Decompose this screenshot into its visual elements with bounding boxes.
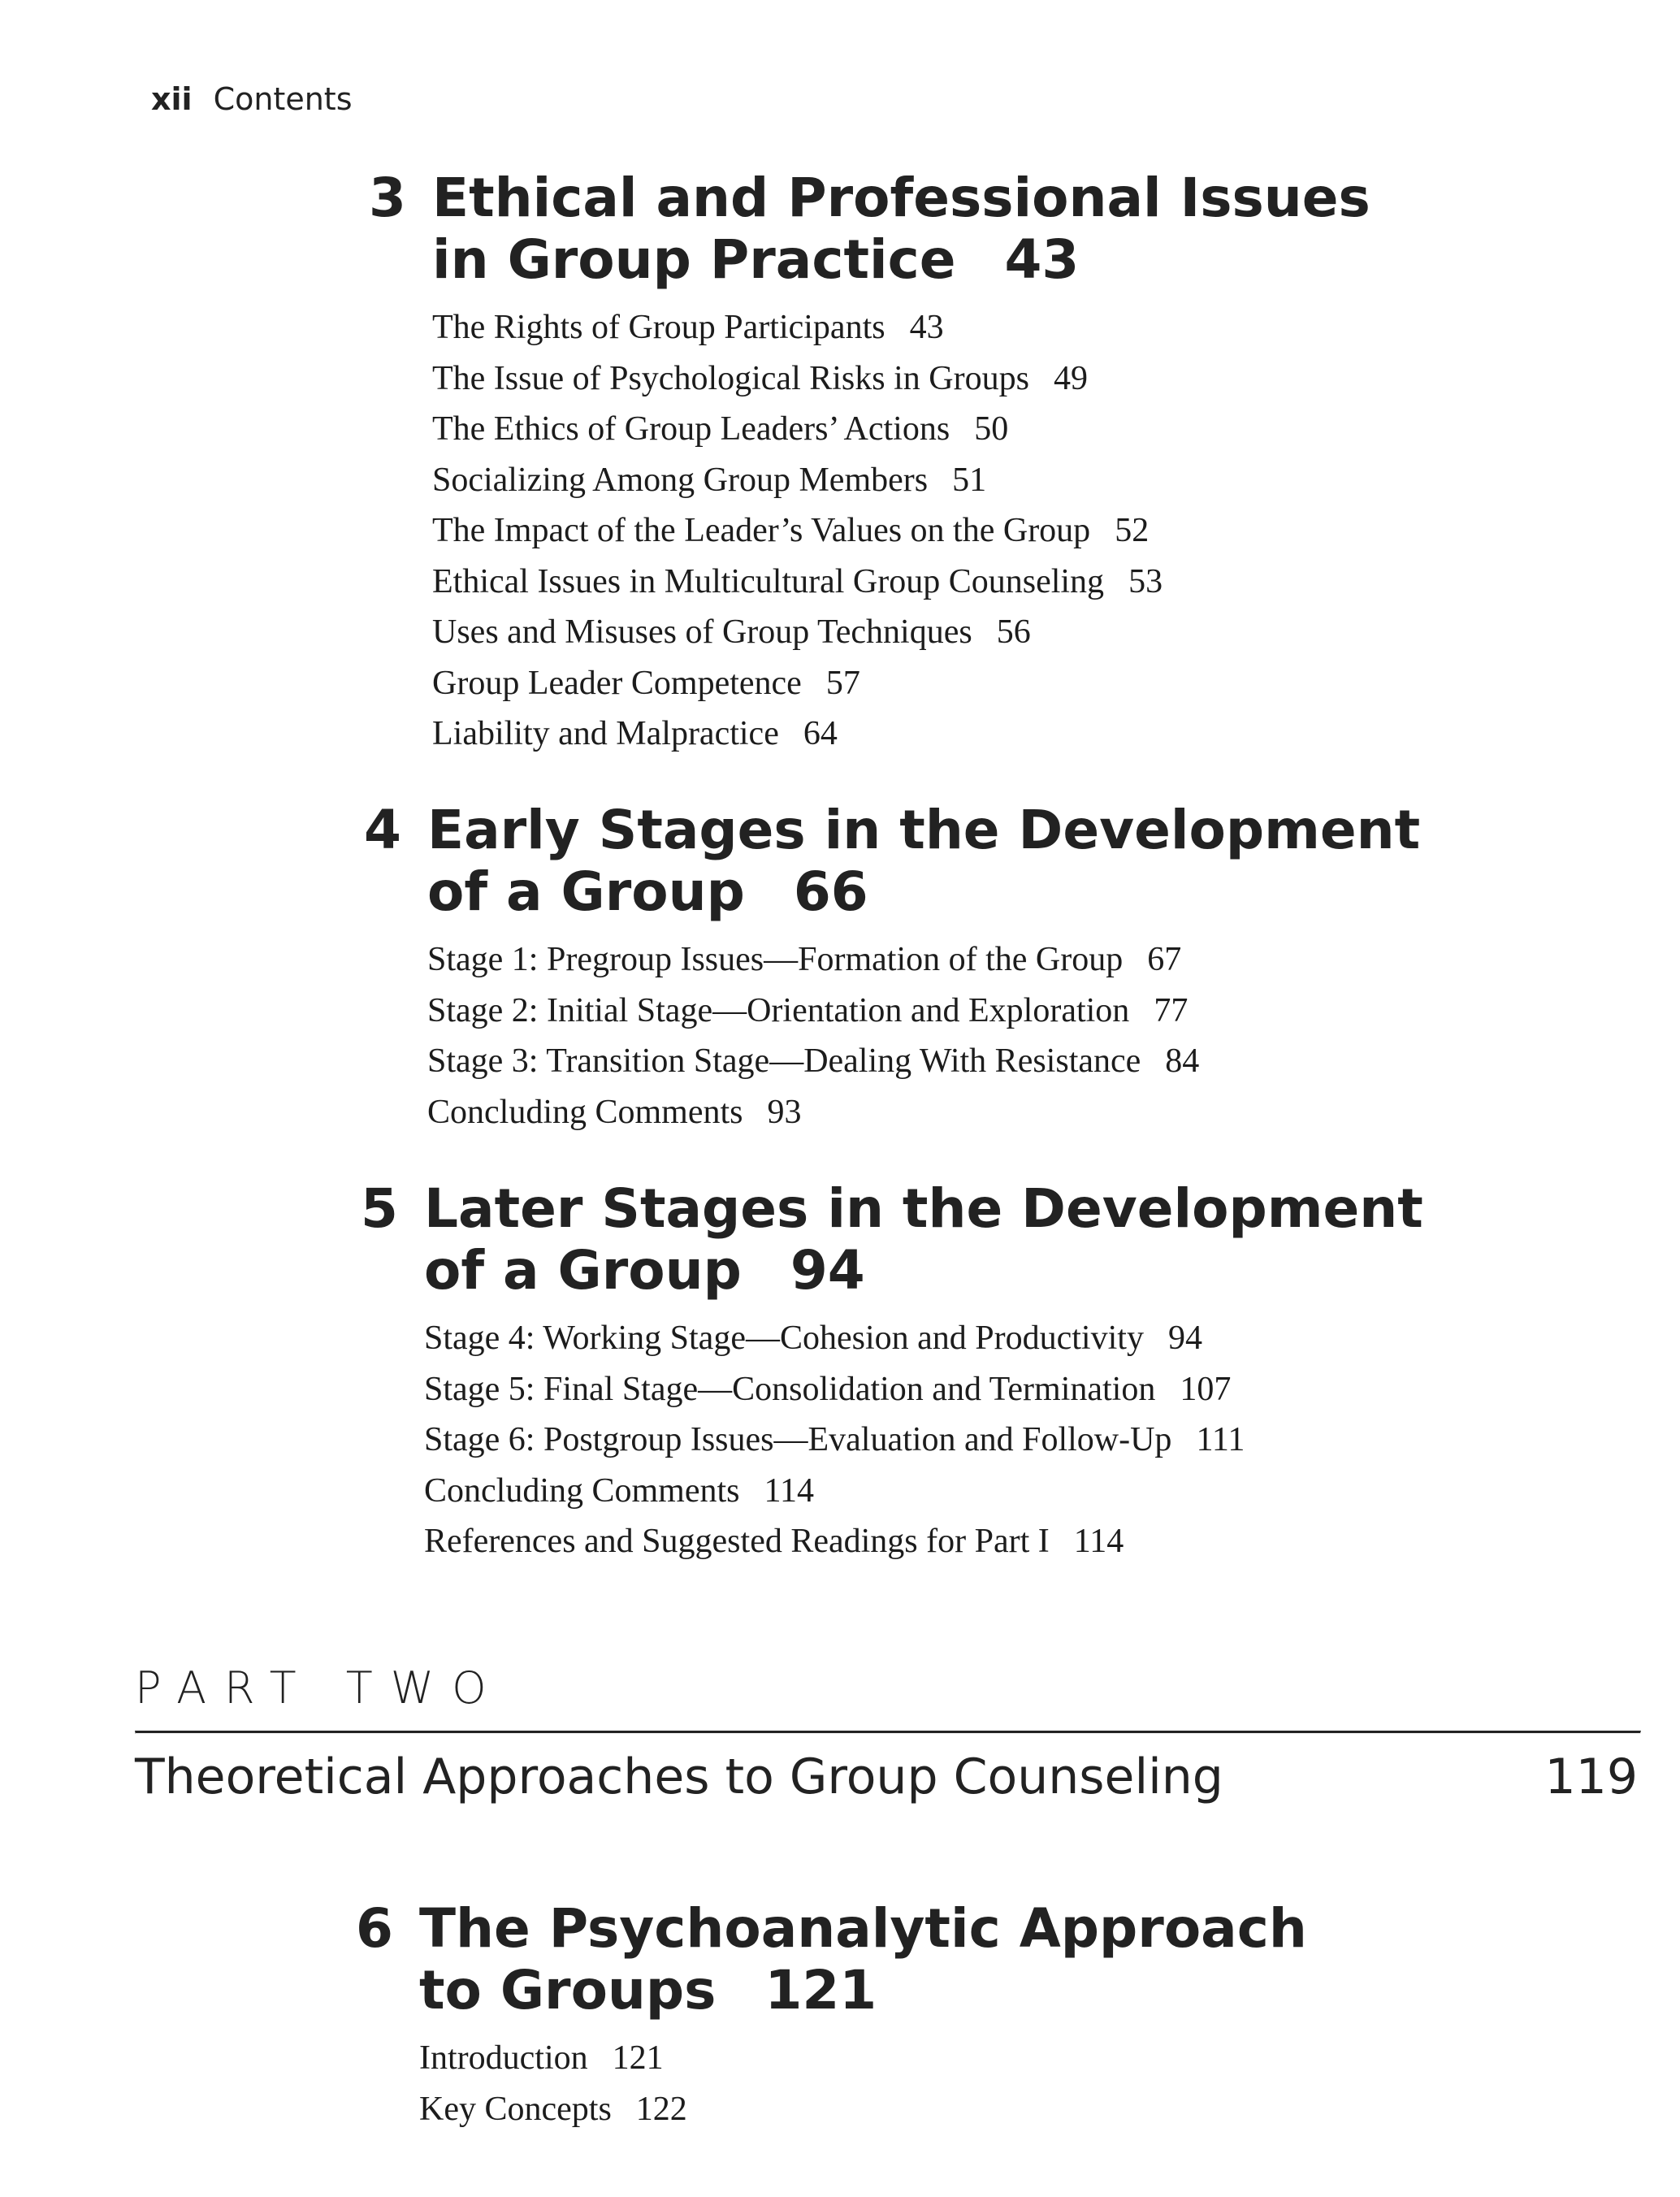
chapter-heading	[361, 1177, 1423, 1302]
running-header	[151, 81, 353, 117]
entry-page: 67	[1147, 941, 1182, 978]
chapter-entries	[419, 2033, 1307, 2134]
entry-title: Socializing Among Group Members	[432, 461, 929, 499]
entry-title: The Ethics of Group Leaders’ Actions	[432, 410, 950, 448]
chapter-number: 4	[364, 799, 401, 861]
toc-entry	[424, 1466, 1423, 1517]
entry-title: Uses and Misuses of Group Techniques	[432, 613, 972, 651]
entry-title: Liability and Malpractice	[432, 715, 779, 752]
chapter-4	[364, 799, 1421, 1138]
entry-page: 77	[1154, 991, 1189, 1029]
toc-entry	[427, 934, 1420, 986]
toc-entry	[432, 353, 1370, 405]
chapter-title-line-2: of a Group	[427, 860, 745, 923]
chapter-page-number: 43	[1004, 228, 1080, 291]
entry-title: Concluding Comments	[424, 1471, 740, 1510]
chapter-title-line-1: Later Stages in the Development	[424, 1177, 1423, 1240]
toc-entry	[432, 708, 1370, 760]
entry-page: 49	[1053, 359, 1088, 397]
entry-title: Ethical Issues in Multicultural Group Counseling	[432, 562, 1105, 600]
entry-title: Stage 5: Final Stage—Consolidation and Termination	[424, 1370, 1156, 1408]
entry-page: 122	[635, 2090, 687, 2128]
toc-entry	[424, 1415, 1423, 1466]
toc-entry	[419, 2084, 1307, 2135]
chapter-number: 3	[369, 167, 406, 229]
chapter-title-line-1: Ethical and Professional Issues	[432, 167, 1370, 229]
entry-title: The Rights of Group Participants	[432, 309, 885, 346]
entry-page: 43	[909, 309, 944, 346]
toc-entry	[427, 986, 1420, 1037]
toc-entry	[432, 455, 1370, 506]
chapter-entries	[424, 1313, 1423, 1567]
chapter-heading	[356, 1897, 1307, 2022]
entry-title: Key Concepts	[419, 2090, 612, 2128]
page-folio: xii	[151, 81, 193, 117]
chapter-5	[361, 1177, 1423, 1567]
entry-title: Group Leader Competence	[432, 664, 802, 702]
toc-entry	[432, 557, 1370, 608]
entry-page: 56	[996, 613, 1031, 651]
toc-entry	[432, 658, 1370, 709]
entry-title: The Issue of Psychological Risks in Groups	[432, 359, 1029, 397]
toc-entry	[419, 2033, 1307, 2084]
entry-page: 53	[1128, 562, 1163, 600]
entry-title: Stage 4: Working Stage—Cohesion and Productivity	[424, 1320, 1144, 1357]
chapter-entries	[427, 934, 1420, 1138]
entry-page: 107	[1180, 1370, 1232, 1408]
chapter-title-line-2: to Groups	[419, 1959, 717, 2022]
toc-entry	[427, 1087, 1420, 1138]
entry-page: 111	[1196, 1421, 1245, 1458]
entry-page: 93	[767, 1093, 802, 1131]
toc-entry	[432, 404, 1370, 455]
chapter-page-number: 121	[764, 1959, 877, 2022]
entry-title: Stage 2: Initial Stage—Orientation and Exploration	[427, 991, 1130, 1029]
toc-entry	[424, 1516, 1423, 1567]
chapter-number: 5	[361, 1177, 398, 1240]
running-title: Contents	[213, 81, 353, 117]
entry-title: References and Suggested Readings for Part I	[424, 1523, 1050, 1560]
part-title-row	[135, 1748, 1641, 1814]
chapter-title-line-1: The Psychoanalytic Approach	[419, 1897, 1307, 1960]
chapter-page-number: 66	[793, 860, 868, 923]
entry-title: Concluding Comments	[427, 1093, 743, 1131]
entry-page: 50	[974, 410, 1009, 448]
chapter-title-line-2: of a Group	[424, 1239, 742, 1302]
chapter-title-line-1: Early Stages in the Development	[427, 799, 1421, 861]
entry-title: The Impact of the Leader’s Values on the Group	[432, 512, 1091, 549]
entry-page: 52	[1115, 512, 1150, 549]
toc-entry	[424, 1364, 1423, 1415]
entry-page: 114	[764, 1471, 814, 1510]
entry-title: Stage 3: Transition Stage—Dealing With Resistance	[427, 1042, 1141, 1080]
part-label: PART TWO	[135, 1662, 504, 1714]
toc-entry	[432, 302, 1370, 353]
entry-page: 121	[612, 2039, 664, 2077]
part-page-number: 119	[1544, 1748, 1638, 1805]
part-title: Theoretical Approaches to Group Counseling	[135, 1748, 1223, 1805]
chapter-3	[369, 167, 1370, 760]
part-two-section	[135, 1662, 1641, 1814]
entry-page: 114	[1073, 1523, 1124, 1560]
toc-entry	[424, 1313, 1423, 1364]
chapter-number: 6	[356, 1897, 393, 1960]
toc-entry	[427, 1036, 1420, 1087]
toc-entry	[432, 607, 1370, 658]
part-divider	[135, 1731, 1641, 1734]
chapter-title-line-2: in Group Practice	[432, 228, 956, 291]
chapter-page-number: 94	[790, 1239, 865, 1302]
entry-page: 51	[952, 461, 987, 499]
entry-title: Introduction	[419, 2039, 588, 2077]
chapter-entries	[432, 302, 1370, 760]
chapter-heading	[369, 167, 1370, 291]
toc-entry	[432, 505, 1370, 557]
entry-page: 57	[825, 664, 860, 702]
entry-page: 84	[1165, 1042, 1200, 1080]
chapter-heading	[364, 799, 1421, 923]
chapter-6	[356, 1897, 1307, 2134]
entry-page: 94	[1167, 1320, 1202, 1357]
entry-title: Stage 6: Postgroup Issues—Evaluation and Follow-Up	[424, 1421, 1172, 1458]
entry-page: 64	[803, 715, 838, 752]
entry-title: Stage 1: Pregroup Issues—Formation of the Group	[427, 941, 1124, 978]
